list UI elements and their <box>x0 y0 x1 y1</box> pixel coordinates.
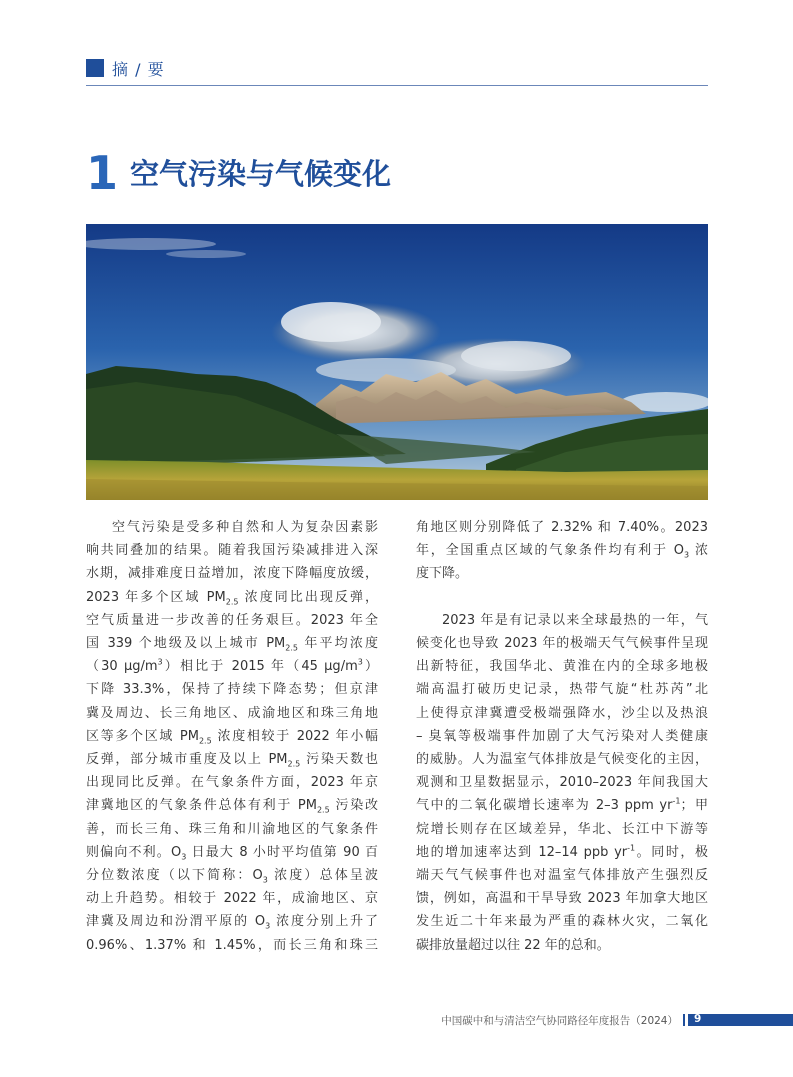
report-title: 中国碳中和与清洁空气协同路径年度报告（2024） <box>441 1015 678 1027</box>
text-line: 津冀地区的气象条件总体有利于 $PM_{2.5}$ 污染改 <box>86 798 378 816</box>
text-line: 动上升趋势。相较于 2022 年，成渝地区、京 <box>86 891 378 907</box>
text-line: 候变化也导致 2023 年的极端天气气候事件呈现 <box>416 636 708 651</box>
text-line: 端天气气候事件也对温室气体排放产生强烈反 <box>416 868 708 884</box>
footer-divider <box>683 1014 685 1026</box>
text-line: 角地区则分别降低了 2.32% 和 7.40%。2023 <box>416 520 708 535</box>
text-line: 空气污染是受多种自然和人为复杂因素影 <box>112 520 378 535</box>
chapter-title: 空气污染与气候变化 <box>130 157 392 191</box>
text-line: 出现同比反弹。在气象条件方面，2023 年京 <box>86 775 378 791</box>
text-line: 反弹，部分城市重度及以上 $PM_{2.5}$ 污染天数也 <box>86 752 378 769</box>
text-line: 国 339 个地级及以上城市 $PM_{2.5}$ 年平均浓度 <box>86 636 378 653</box>
text-line: 端高温打破历史记录，热带气旋“杜苏芮”北 <box>416 682 708 698</box>
mountain-landscape-image <box>86 224 708 500</box>
text-line: 上使得京津冀遭受极端强降水，沙尘以及热浪 <box>416 705 708 721</box>
text-line: 下降 33.3%，保持了持续下降态势；但京津 <box>86 682 378 698</box>
text-line: 度下降。 <box>416 566 469 582</box>
body-text-left-column <box>86 516 378 957</box>
text-line: 出新特征，我国华北、黄淮在内的全球多地极 <box>416 659 708 675</box>
paragraph-climate-change <box>416 609 708 957</box>
text-line: 区等多个区域 $PM_{2.5}$ 浓度相较于 2022 年小幅 <box>86 728 378 746</box>
text-line: 气中的二氧化碳增长速率为 2–3 ppm $yr^{-1}$；甲 <box>416 797 708 814</box>
text-line: 冀及周边、长三角地区、成渝地区和珠三角地 <box>86 705 378 721</box>
body-text-right-column <box>416 516 708 957</box>
footer-bar <box>688 1014 793 1026</box>
text-line: 年，全国重点区域的气象条件均有利于 $O_3$ 浓 <box>416 543 708 560</box>
header-divider <box>86 85 708 86</box>
text-line: 馈，例如，高温和干旱导致 2023 年加拿大地区 <box>416 891 708 907</box>
text-line: 地的增加速率达到 12–14 ppb $yr^{-1}$。同时，极 <box>416 843 708 860</box>
text-line: 水期，减排难度日益增加，浓度下降幅度放缓， <box>86 566 378 582</box>
section-label: 摘 / 要 <box>112 60 165 79</box>
paragraph-continued <box>416 516 708 586</box>
text-line: 善，而长三角、珠三角和川渝地区的气象条件 <box>86 821 378 837</box>
landscape-photo <box>86 224 708 500</box>
chapter-number: 1 <box>86 146 119 200</box>
text-line: 分位数浓度（以下简称：$O_3$ 浓度）总体呈波 <box>86 868 378 885</box>
paragraph-gap <box>416 586 708 609</box>
text-line: 2023 年是有记录以来全球最热的一年，气 <box>442 612 708 628</box>
text-line: 0.96%、1.37% 和 1.45%，而长三角和珠三 <box>86 937 378 953</box>
text-line: 2023 年多个区域 $PM_{2.5}$ 浓度同比出现反弹， <box>86 589 379 607</box>
section-marker-square <box>86 59 104 77</box>
text-line: 的威胁。人为温室气体排放是气候变化的主因， <box>416 752 708 768</box>
section-header <box>86 56 708 86</box>
text-line: 观测和卫星数据显示，2010–2023 年间我国大 <box>416 775 708 791</box>
text-line: 津冀及周边和汾渭平原的 $O_3$ 浓度分别上升了 <box>86 914 378 932</box>
text-line: （30 $\mu g/m^3$）相比于 2015 年（45 $\mu g/m^3$） <box>86 657 378 675</box>
text-line: 发生近二十年来最为严重的森林火灾，二氧化 <box>416 914 708 930</box>
text-line: – 臭氧等极端事件加剧了大气污染对人类健康 <box>416 728 708 744</box>
page-footer <box>0 1010 793 1030</box>
text-line: 碳排放量超过以往 22 年的总和。 <box>416 937 610 953</box>
text-line: 响共同叠加的结果。随着我国污染减排进入深 <box>86 543 378 559</box>
page-number: 9 <box>694 1013 702 1025</box>
text-line: 烷增长则存在区域差异，华北、长江中下游等 <box>416 821 708 837</box>
paragraph-air-pollution <box>86 516 378 957</box>
text-line: 则偏向不利。$O_3$ 日最大 8 小时平均值第 90 百 <box>86 844 379 862</box>
text-line: 空气质量进一步改善的任务艰巨。2023 年全 <box>86 612 378 628</box>
